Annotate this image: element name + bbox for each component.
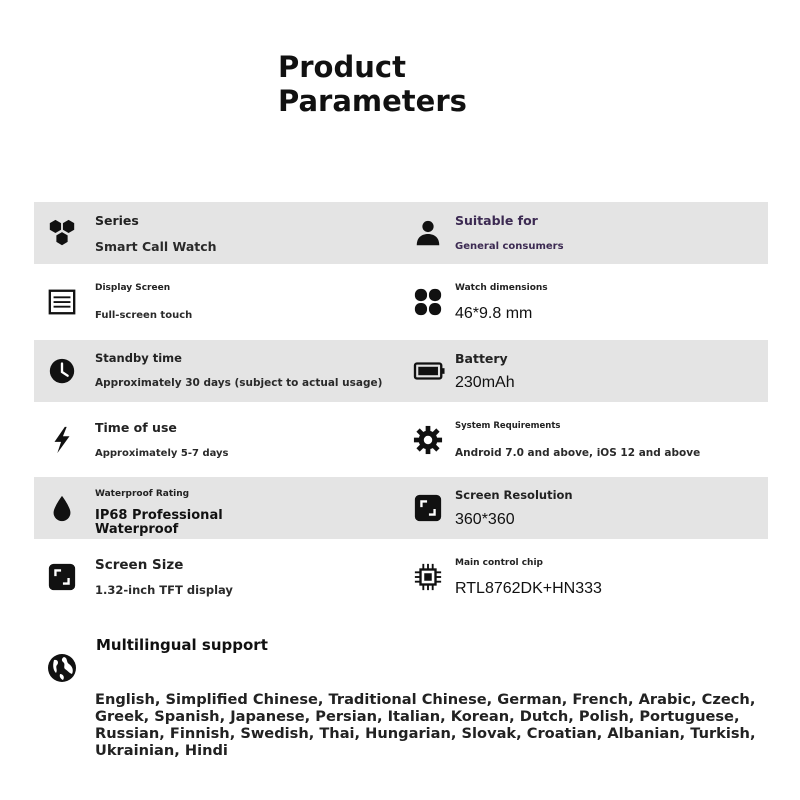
waterproof-rating-value: IP68 Professional Waterproof	[95, 508, 223, 537]
spec-display-screen	[34, 271, 409, 333]
screen-size-icon	[46, 561, 78, 593]
time-of-use-label: Time of use	[95, 420, 177, 435]
spec-waterproof-rating	[34, 477, 409, 539]
watch-dimensions-value: 46*9.8 mm	[455, 305, 533, 322]
spec-suitable-for	[409, 202, 768, 264]
spec-screen-size	[34, 546, 409, 608]
person-icon	[412, 217, 444, 249]
spec-screen-resolution	[409, 477, 768, 539]
screen-resolution-label: Screen Resolution	[455, 488, 573, 502]
spec-system-requirements	[409, 409, 768, 471]
suitable-for-label: Suitable for	[455, 213, 538, 228]
spec-row-standby	[34, 340, 768, 402]
multilingual-title: Multilingual support	[96, 636, 268, 654]
spec-row-time-of-use	[34, 409, 768, 471]
lightning-icon	[46, 424, 78, 456]
series-value: Smart Call Watch	[95, 239, 217, 254]
spec-main-control-chip	[409, 546, 768, 608]
spec-row-waterproof	[34, 477, 768, 539]
time-of-use-value: Approximately 5-7 days	[95, 448, 229, 459]
spec-battery	[409, 340, 768, 402]
spec-series	[34, 202, 409, 264]
chip-icon	[412, 561, 444, 593]
system-requirements-value: Android 7.0 and above, iOS 12 and above	[455, 447, 701, 459]
spec-time-of-use	[34, 409, 409, 471]
resolution-icon	[412, 492, 444, 524]
display-screen-icon	[46, 286, 78, 318]
battery-icon	[412, 355, 448, 387]
screen-size-label: Screen Size	[95, 557, 184, 573]
display-screen-value: Full-screen touch	[95, 310, 193, 321]
spec-standby-time	[34, 340, 409, 402]
spec-row-series	[34, 202, 768, 264]
hexagon-cluster-icon	[46, 217, 78, 249]
system-requirements-label: System Requirements	[455, 421, 561, 431]
display-screen-label: Display Screen	[95, 283, 171, 293]
four-petal-icon	[412, 286, 444, 318]
waterproof-rating-label: Waterproof Rating	[95, 489, 190, 499]
clock-icon	[46, 355, 78, 387]
screen-resolution-value: 360*360	[455, 511, 515, 528]
screen-size-value: 1.32-inch TFT display	[95, 583, 233, 597]
gear-icon	[412, 424, 444, 456]
standby-time-label: Standby time	[95, 351, 182, 365]
standby-time-value: Approximately 30 days (subject to actual usage)	[95, 377, 383, 389]
watch-dimensions-label: Watch dimensions	[455, 283, 548, 293]
main-control-chip-value: RTL8762DK+HN333	[455, 580, 602, 597]
battery-value: 230mAh	[455, 374, 515, 391]
battery-label: Battery	[455, 351, 508, 366]
multilingual-languages: English, Simplified Chinese, Traditional Chinese, German, French, Arabic, Czech, Greek, Spanish, Japanese, Persian, Italian, Korean, Dutch, Polish, Portuguese, Russian, Finnish, Swedish, Thai, Hungarian, Slovak, Croatian, Albanian, Turkish, Ukrainian, Hindi	[95, 691, 756, 759]
spec-row-display	[34, 271, 768, 333]
spec-row-screen-size	[34, 546, 768, 608]
spec-watch-dimensions	[409, 271, 768, 333]
page-title: Product Parameters	[278, 50, 467, 118]
series-label: Series	[95, 213, 139, 228]
main-control-chip-label: Main control chip	[455, 558, 543, 568]
suitable-for-value: General consumers	[455, 241, 564, 252]
globe-icon	[46, 652, 78, 684]
water-drop-icon	[46, 492, 78, 524]
